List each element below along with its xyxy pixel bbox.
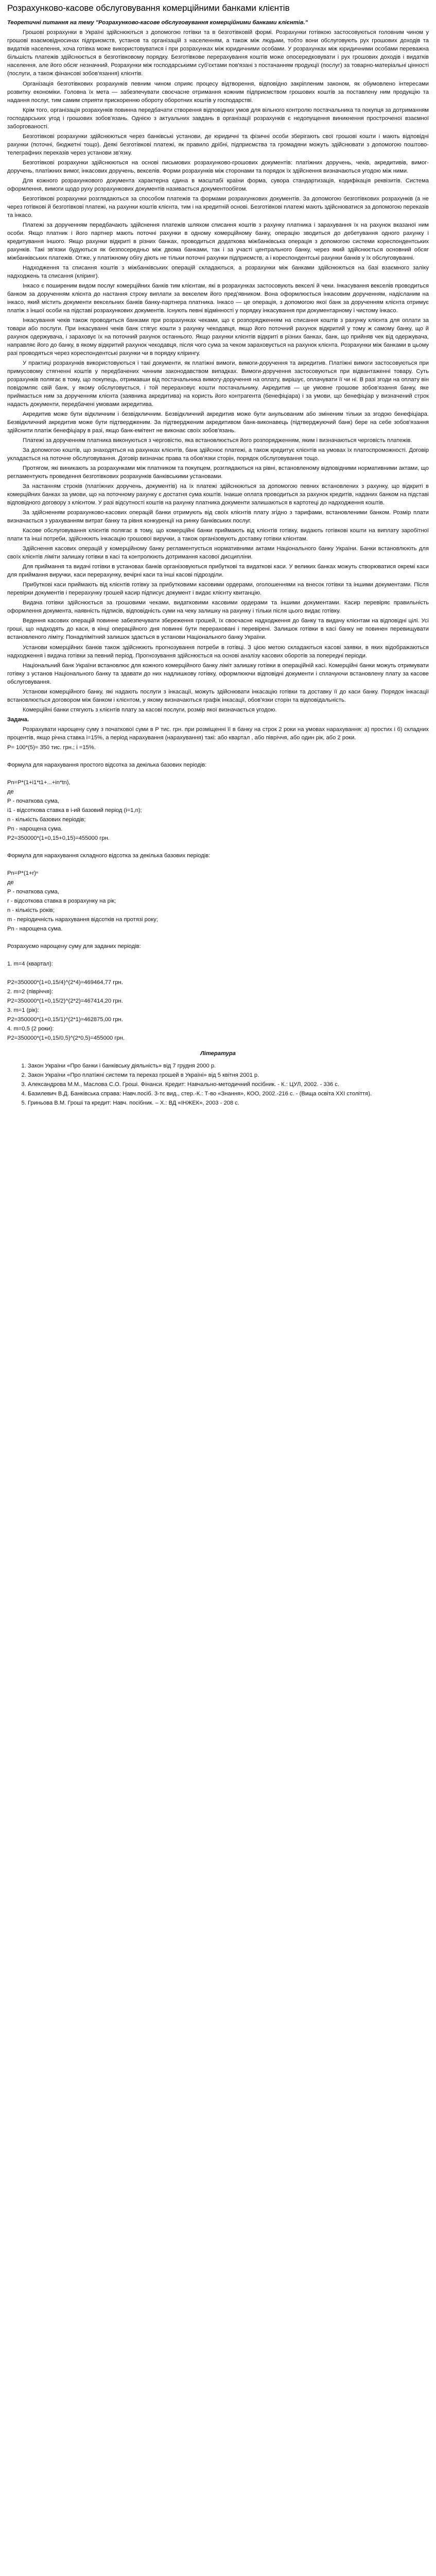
calculation-line: P2=350000*(1+0,15/1)^(2*1)=462875,00 грн. [7,1016,123,1023]
simple-interest-heading: Формула для нарахування простого відсотка за декілька базових періодів: [7,761,207,768]
body-paragraphs [7,28,429,714]
body-paragraph: За допомогою коштів, що знаходяться на рахунках клієнтів, банк здійснює платежі, а також кредитує клієнтів на умовах їх платоспроможності. Договір укладається на поточне обслуговування. Договір визначає права та обов'язки сторін, порядок обслуговування тощо. [7,447,429,462]
body-paragraph: Ведення касових операцій повинне забезпечувати збереження грошей, їх своєчасне надходження до банку та видачу клієнтам на відповідні цілі. Усі гроші, що надходять до каси, в кінці операційного дня повинні бути перераховані і перевірені. Залишок готівки в касі банку не повинен перевищувати встановленого ліміту. Понадлімітний залишок здається в установи Національного банку України. [7,618,429,641]
body-paragraph: Касове обслуговування клієнтів полягає в тому, що комерційні банки приймають від клієнтів готівку, видають готівкові кошти на виплату заробітної плати та інші потреби, здійснюють інкасацію грошової виручки, а також організовують доставку готівки клієнтам. [7,528,429,543]
simple-interest-legend [7,788,429,842]
body-paragraph: Для кожного розрахункового документа характерна єдина в масштабі країни форма, сувора стандартизація, кодифікація реквізитів. Система оформлення, вимоги щодо руху розрахункових документів називається документообігом. [7,177,429,192]
formula-legend-line: де [7,788,14,795]
body-paragraph: Для приймання та видачі готівки в установах банків організовуються прибуткові та видаткові каси. У великих банках можуть створюватися окремі каси для приймання виручки, каси перерахунку, вечірні каси та інші касові підрозділи. [7,564,429,579]
literature-item: 2. Закон України «Про платіжні системи та переказ грошей в Україні» від 5 квітня 2001 р. [28,1071,429,1079]
body-paragraph: Здійснення касових операцій у комерційному банку регламентується нормативними актами Національного банку України. Банки встановлюють для своїх клієнтів ліміти залишку готівки в касі та контролюють дотримання касової дисципліни. [7,546,429,561]
formula-legend-line: r - відсоткова ставка в розрахунку на рік; [7,897,116,904]
page-title: Розрахунково-касове обслуговування комерційними банками клієнтів [7,3,290,13]
literature-item: 3. Александрова М.М., Маслова С.О. Гроші. Фінанси. Кредит: Навчально-методичний посібник. - К.: ЦУЛ, 2002. - 336 с. [28,1080,429,1089]
body-paragraph: Акредитив може бути відкличним і безвідкличним. Безвідкличний акредитив може бути анульованим або зміненим тільки за згодою бенефіціара. Безвідкличний акредитив може бути підтвердженим. За підтвердженим акредитивом банк-виконавець (підтверджуючий банк) бере на себе зобов'язання здійснити платіж бенефіціару в разі, якщо банк-емітент не виконає своїх зобов'язань. [7,411,429,434]
body-paragraph: Установи комерційних банків також здійснюють прогнозування потреби в готівці. З цією метою складаються касові заявки, в яких відображаються надходження і видача готівки за певний період. Прогнозування здійснюється на основі аналізу касових оборотів за попередні періоди. [7,644,429,659]
formula-legend-line: і1 - відсоткова ставка в і-ий базовий період (і=1,n); [7,807,142,814]
body-paragraph: Інкасо є поширеним видом послуг комерційних банків тим клієнтам, які в розрахунках застосовують векселі й чеки. Інкасування векселів проводиться банком за дорученням клієнта до настання строку виплати за векселем його пред'явником. Вона оформлюється інкасовим дорученням, надісланим на інкасо, який містить документи вексельних банків банку-партнера платника. Інкасо — це операція, з допомогою якої банк за дорученням клієнта отримує платіж з іншої особи на підставі розрахункових документів. Існують певні відмінності у порядку інкасування при документарному і чистому інкасо. [7,282,429,314]
task-heading: Задача. [7,716,29,723]
literature-list [16,1062,429,1107]
body-paragraph: Національний банк України встановлює для кожного комерційного банку ліміт залишку готівки в операційній касі. Комерційні банки можуть отримувати готівку з установ Національного банку та здавати до них надлишкову готівку, оформлюючи відповідні документи і сплачуючи встановлену плату за касове обслуговування. [7,662,429,685]
calculation-results [7,960,429,1042]
literature-item: 5. Гриньова В.М. Гроші та кредит: Навч. посібник. – X.: ВД «ІНЖЕК», 2003 - 208 с. [28,1099,429,1107]
task-given: Р= 100*(5)= 350 тис. грн.; і =15%. [7,744,96,751]
body-paragraph: Грошові розрахунки в Україні здійснюються з допомогою готівки та в безготівковій формі. Розрахунки готівкою застосовуються головним чином у грошові взаємовідносинах підприємств, установ та організацій з населенням, а також між людьми, тобто вони обслуговують рух грошових доходів та видатків населення, хоча готівка може використовуватися і при розрахунках між юридичними особами. У розрахунках між юридичними особами переважна більшість платежів здійснюється в безготівковому порядку. Безготівкове перерахування коштів може опосередковувати і рух грошових доходів і видатків населення, але його обсяг незначний. Розрахунки між господарськими суб'єктами пов'язані з постачанням продукції (послуг) за товарно-матеріальні цінності (послуги, а також фінансові зобов'язання) клієнтів. [7,29,429,77]
compound-interest-legend [7,878,429,933]
body-paragraph: Платежі за дорученням передбачають здійснення платежів шляхом списання коштів з рахунку платника і зарахування їх на рахунок вказаної ним особи. Якщо платник і його партнер мають поточні рахунки в одному комерційному банку, операцію зводиться до дебетування одного рахунку і кредитування іншого. Якщо рахунки відкриті в різних банках, проводиться додаткова міжбанківська операція з допомогою системи кореспондентських рахунків. Такі зв'язки будуються як безпосередньо між двома банками, так і за участі центрального банку, через який здійснюється основний обсяг міжбанківських платежів. Отже, у платіжному обігу діють не тільки поточні рахунки підприємств, а і кореспондентські рахунки банків у їх обслуговуванні. [7,222,429,261]
formula-legend-line: де [7,879,14,886]
body-paragraph: Протягом, які виникають за розрахунками між платником та покупцем, розглядаються на рівні, встановленому відповідними нормативними актами, що регламентують проведення безготівкових розрахунків банківськими установами. [7,465,429,480]
formula-legend-line: Р - початкова сума, [7,798,59,804]
calculation-line: 4. m=0,5 (2 роки): [7,1026,54,1032]
formula-legend-line: m - періодичність нарахування відсотків на протязі року; [7,916,158,923]
literature-item: 4. Базилевич В.Д. Банківська справа: Навч.посіб. 3-тє вид., стер.-К.: Т-во «Знання», КОО, 2002.-216 с. - (Вища освіта XXI століття). [28,1090,429,1098]
task-section [7,716,429,1042]
calculation-line: P2=350000*(1+0,15/0,5)^(2*0,5)=455000 грн. [7,1035,125,1042]
calculation-line [7,969,429,977]
formula-legend-line: Р2=350000*(1+0,15+0,15)=455000 грн. [7,835,110,841]
body-paragraph: Безготівкові розрахунки здійснюються через банківські установи, де юридичні та фізичні особи зберігають свої грошові кошти і мають відповідні рахунки (поточні, бюджетні тощо). Деякі безготівкові платежі, як правило дрібні, підприємства та громадяни можуть здійснювати з допомогою поштово-телеграфних переказів через установи зв'язку. [7,133,429,156]
body-paragraph: Безготівкові розрахунки розглядаються за способом платежів та формами розрахункових документів. За допомогою безготівкових розрахунків (а не через готівкові й безготівкові платежі, на рахунки коштів клієнта, тим і на кредитній основі. Безготівкові платежі мають здійснюватися за допомогою переказів та інкасо. [7,195,429,218]
task-statement: Розрахувати нарощену суму з початкової суми в Р тис. грн. при розміщенні її в банку на строк 2 роки на умовах нарахування: а) простих і б) складних процентів, якщо річна ставка і=15%, а період нарахування (нарахування) такі: або квартал , або півріччя, або один рік, або 2 роки. [7,726,429,741]
compound-interest-heading: Формула для нарахування складного відсотка за декілька базових періодів: [7,852,211,859]
formula-legend-line: Рn - нарощена сума. [7,925,63,932]
simple-interest-formula: Рn=P*(1+i1*t1+...+in*tn), [7,779,71,786]
body-paragraph: Комерційні банки стягують з клієнтів плату за касові послуги, розмір якої визначається угодою. [23,706,277,713]
body-paragraph: Крім того, організація розрахунків повинна передбачати створення відповідних умов для вільного контролю постачальника та покупця за дотриманням господарських угод і грошових зобов'язань. Однією з актуальних завдань в організації розрахунків є недопущення виникнення простроченої взаємної заборгованості. [7,107,429,130]
calculation-line: 1. m=4 (квартал): [7,960,53,967]
formula-legend-line: n - кількість років; [7,907,55,913]
literature-item: 1. Закон України «Про банки і банківську діяльність» від 7 грудня 2000 р. [28,1062,429,1070]
calculation-line: 2. m=2 (півріччя): [7,989,54,995]
formula-legend-line: Рn - нарощена сума. [7,825,63,832]
body-paragraph: Безготівкові розрахунки здійснюються на основі письмових розрахунково-грошових документів: платіжних доручень, чеків, акредитивів, вимог-доручень, платіжних вимог, інкасових доручень, векселів. Форми розрахунків між сторонами та порядок їх здійснення визначаються угодою між ними. [7,159,429,174]
formula-legend-line: n - кількість базових періодів; [7,816,86,823]
body-paragraph: Організація безготівкових розрахунків певним чином сприяє процесу відтворення, відповідно закріпленим законом, як обумовлено інтересами розвитку економіки. Головна їх мета — забезпечувати своєчасне отримання кожним підприємством грошових коштів за поставлену ним продукцію та надання послуг, тим самим сприяти прискоренню обороту оборотних коштів у господарстві. [7,80,429,104]
body-paragraph: У практиці розрахунків використовуються і такі документи, як платіжні вимоги, вимоги-доручення та акредитив. Платіжні вимоги застосовуються при примусовому стягненні коштів у передбачених чинним законодавством випадках. Вимоги-доручення застосовуються при відвантаженні товару. Суть розрахунків полягає в тому, що покупець, отримавши від постачальника вимогу-доручення на оплату, вирішує, оплачувати її чи ні. В разі згоди на оплату він повідомляє свій банк, у якому обслуговується, і той перераховує кошти постачальнику. Акредитив — це умовне грошове зобов'язання банку, яке приймається ним за дорученням клієнта (заявника акредитива) на користь його контрагента (бенефіціара) і за умови, що бенефіціар у визначений строк надасть документи, передбачені умовами акредитива. [7,360,429,408]
result-intro: Розрахуємо нарощену суму для заданих періодів: [7,943,141,950]
body-paragraph: Платежі за дорученням платника виконуються з черговістю, яка встановлюється його розпорядженням, яким і визначаються черговість платежів. [23,437,412,444]
calculation-line: P2=350000*(1+0,15/4)^(2*4)=469464,77 грн. [7,979,123,986]
calculation-line: 3. m=1 (рік): [7,1007,39,1014]
body-paragraph: За здійсненням розрахунково-касових операцій банки отримують від своїх клієнтів плату згідно з тарифами, встановленими банком. Розмір плати визначається з урахуванням витрат банку та рівня конкуренції на ринку банківських послуг. [7,510,429,524]
intro-heading: Теоретичні питання на тему "Розрахунково-касове обслуговування комерційними банками клієнтів." [7,20,308,26]
body-paragraph: Видача готівки здійснюється за грошовими чеками, видатковими касовими ордерами та іншими документами. Касир перевіряє правильність оформлення документа, наявність підписів, відповідність суми на чеку залишку на рахунку і тільки після цього видає готівку. [7,600,429,615]
compound-interest-formula: Рn=P*(1+r)ⁿ [7,870,39,876]
body-paragraph: Надходження та списання коштів з міжбанківських операцій складаються, а розрахунки між банками здійснюються на базі взаємного заліку надходжень та списання (кліринг). [7,264,429,279]
literature-heading: Література [200,1050,236,1057]
formula-legend-line: Р - початкова сума, [7,888,59,895]
body-paragraph: За настанням строків (платіжних доручень, документів) на їх платежі здійснюються за допомогою певних встановлених з рахунку, що відкриті в комерційних банках за умови, що на поточному рахунку є достатня сума коштів. Інакше оплата проводиться за рахунок кредитів, наданих банком на підставі відповідного договору з клієнтом. У разі відсутності коштів на рахунку платника документи залишаються в картотеці до надходження коштів. [7,483,429,506]
body-paragraph: Прибуткові каси приймають від клієнтів готівку за прибутковими касовими ордерами, оголошеннями на внесок готівки та іншими документами. Після перевірки документів і перерахунку грошей касир підписує документ і видає клієнту квитанцію. [7,582,429,597]
calculation-line: P2=350000*(1+0,15/2)^(2*2)=467414,20 грн. [7,998,123,1005]
body-paragraph: Інкасування чеків також проводиться банками при розрахунках чеками, що є розпорядженням на списання коштів з рахунку клієнта для оплати за товари або послуги. При інкасуванні чеків банк стягує кошти з рахунку чекодавця, якщо його поточний рахунок відкритий у тому ж самому банку, що й рахунок одержувача, і зараховує їх на поточний рахунок останнього. Якщо рахунки клієнтів відкриті в різних банках, банк, що прийняв чек від одержувача, направляє його до банку, в якому відкритий рахунок чекодавця, після чого сума за чеком зараховується на рахунок клієнта. Розрахунки між банками в цьому разі проводяться через кореспондентські рахунки чи в порядку клірингу. [7,317,429,357]
body-paragraph: Установи комерційного банку, які надають послуги з інкасації, можуть здійснювати інкасацію готівки та доставку її до каси банку. Порядок інкасації встановлюється договором між банком і клієнтом, у якому визначаються графік інкасації, обов'язки сторін та відповідальність. [7,688,429,703]
